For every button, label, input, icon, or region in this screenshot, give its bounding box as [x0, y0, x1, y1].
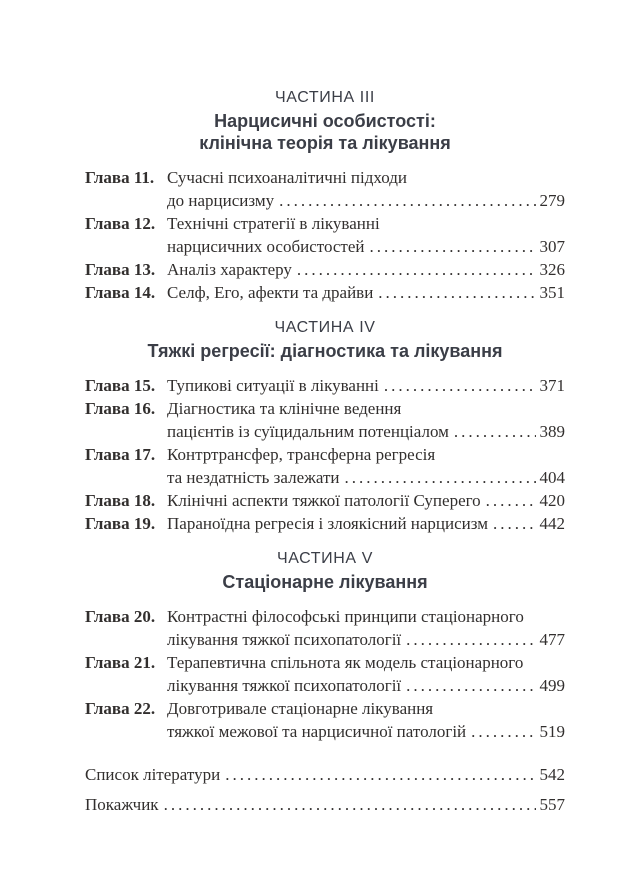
part-title-line: клінічна теорія та лікування	[199, 133, 451, 153]
chapter-label: Глава 20.	[85, 607, 156, 626]
page-number: 542	[539, 765, 565, 784]
entry-last-line	[85, 793, 565, 816]
dot-leader	[454, 420, 536, 443]
entry-line: Діагностика та клінічне ведення	[167, 399, 402, 418]
toc-entry	[85, 605, 565, 651]
page-number: 519	[539, 722, 565, 741]
dot-leader	[384, 374, 536, 397]
page-number: 389	[539, 422, 565, 441]
entry-line-text: Аналіз характеру	[167, 260, 292, 279]
entry-line-text: Селф, Его, афекти та драйви	[167, 283, 374, 302]
toc-entry	[85, 397, 565, 443]
entry-line-text: Тупикові ситуації в лікуванні	[167, 376, 379, 395]
part-title	[85, 340, 565, 362]
entry-last-line	[167, 189, 565, 212]
toc-entry	[85, 489, 565, 512]
chapter-label: Глава 11.	[85, 168, 155, 187]
dot-leader	[345, 466, 536, 489]
entry-line: Терапевтична спільнота як модель стаціонарного	[167, 653, 524, 672]
entry-last-line	[167, 420, 565, 443]
entry-line: Сучасні психоаналітичні підходи	[167, 168, 407, 187]
part-title-line: Нарцисичні особистості:	[214, 111, 436, 131]
entry-last-line	[167, 374, 565, 397]
entry-last-line	[167, 258, 565, 281]
chapter-label: Глава 21.	[85, 653, 156, 672]
backmatter-title: Список літератури	[85, 765, 221, 784]
page-number: 557	[539, 795, 565, 814]
page-number: 279	[539, 191, 565, 210]
entry-lines	[167, 397, 565, 443]
entry-lines	[167, 258, 565, 281]
entry-line-text: до нарцисизму	[167, 191, 275, 210]
chapter-label: Глава 13.	[85, 260, 156, 279]
chapter-label: Глава 15.	[85, 376, 156, 395]
dot-leader	[297, 258, 536, 281]
toc-part-section	[85, 549, 565, 743]
dot-leader	[225, 763, 535, 786]
entry-line: Контрастні філософські принципи стаціонарного	[167, 607, 524, 626]
toc-entry	[85, 651, 565, 697]
entry-line: Довготривале стаціонарне лікування	[167, 699, 434, 718]
page-number: 477	[539, 630, 565, 649]
toc-entry	[85, 212, 565, 258]
dot-leader	[471, 720, 535, 743]
dot-leader	[406, 628, 535, 651]
entry-lines	[167, 489, 565, 512]
entry-last-line	[167, 512, 565, 535]
entry-last-line	[167, 235, 565, 258]
entry-last-line	[167, 466, 565, 489]
entry-line-text: лікування тяжкої психопатології	[167, 630, 402, 649]
toc-part-section	[85, 318, 565, 535]
page-number: 404	[539, 468, 565, 487]
chapter-label: Глава 14.	[85, 283, 156, 302]
backmatter	[85, 763, 565, 816]
entry-last-line	[167, 674, 565, 697]
entry-line-text: лікування тяжкої психопатології	[167, 676, 402, 695]
entry-last-line	[167, 489, 565, 512]
entry-line: Контртрансфер, трансферна регресія	[167, 445, 436, 464]
entry-last-line	[167, 720, 565, 743]
page-number: 442	[539, 514, 565, 533]
chapter-label: Глава 16.	[85, 399, 156, 418]
backmatter-entry	[85, 763, 565, 786]
chapter-label: Глава 22.	[85, 699, 156, 718]
page-number: 420	[539, 491, 565, 510]
entry-lines	[167, 443, 565, 489]
entry-line-text: Клінічні аспекти тяжкої патології Суперего	[167, 491, 481, 510]
part-title	[85, 571, 565, 593]
entry-lines	[167, 697, 565, 743]
page-number: 326	[539, 260, 565, 279]
entry-line-text: тяжкої межової та нарцисичної патологій	[167, 722, 467, 741]
part-entries	[85, 605, 565, 743]
chapter-label: Глава 19.	[85, 514, 156, 533]
entry-lines	[167, 212, 565, 258]
chapter-label: Глава 18.	[85, 491, 156, 510]
toc-entry	[85, 374, 565, 397]
entry-line-text: та нездатність залежати	[167, 468, 340, 487]
part-label: ЧАСТИНА III	[275, 89, 375, 106]
entry-line-text: пацієнтів із суїцидальним потенціалом	[167, 422, 449, 441]
dot-leader	[406, 674, 535, 697]
part-title-line: Стаціонарне лікування	[222, 572, 428, 592]
dot-leader	[378, 281, 535, 304]
toc-entry	[85, 258, 565, 281]
chapter-label: Глава 17.	[85, 445, 156, 464]
dot-leader	[493, 512, 535, 535]
chapter-label: Глава 12.	[85, 214, 156, 233]
entry-last-line	[85, 763, 565, 786]
part-entries	[85, 166, 565, 304]
toc-entry	[85, 512, 565, 535]
part-label: ЧАСТИНА V	[276, 550, 374, 567]
toc-entry	[85, 281, 565, 304]
dot-leader	[486, 489, 536, 512]
dot-leader	[279, 189, 535, 212]
entry-lines	[167, 605, 565, 651]
toc-part-section	[85, 88, 565, 304]
dot-leader	[369, 235, 535, 258]
part-title-line: Тяжкі регресії: діагностика та лікування	[147, 341, 503, 361]
dot-leader	[164, 793, 536, 816]
page-number: 499	[539, 676, 565, 695]
entry-lines	[167, 166, 565, 212]
entry-last-line	[167, 281, 565, 304]
toc-entry	[85, 697, 565, 743]
backmatter-title: Покажчик	[85, 795, 159, 814]
part-title	[85, 110, 565, 154]
part-entries	[85, 374, 565, 535]
entry-lines	[167, 651, 565, 697]
toc-entry	[85, 443, 565, 489]
entry-lines	[167, 374, 565, 397]
entry-last-line	[167, 628, 565, 651]
part-label: ЧАСТИНА IV	[274, 319, 376, 336]
backmatter-entry	[85, 793, 565, 816]
page-number: 351	[539, 283, 565, 302]
entry-line-text: Параноїдна регресія і злоякісний нарцисизм	[167, 514, 489, 533]
entry-line-text: нарцисичних особистостей	[167, 237, 365, 256]
entry-lines	[167, 281, 565, 304]
entry-line: Технічні стратегії в лікуванні	[167, 214, 380, 233]
toc-content	[85, 88, 565, 816]
entry-lines	[167, 512, 565, 535]
page-number: 307	[539, 237, 565, 256]
page-number: 371	[539, 376, 565, 395]
toc-entry	[85, 166, 565, 212]
